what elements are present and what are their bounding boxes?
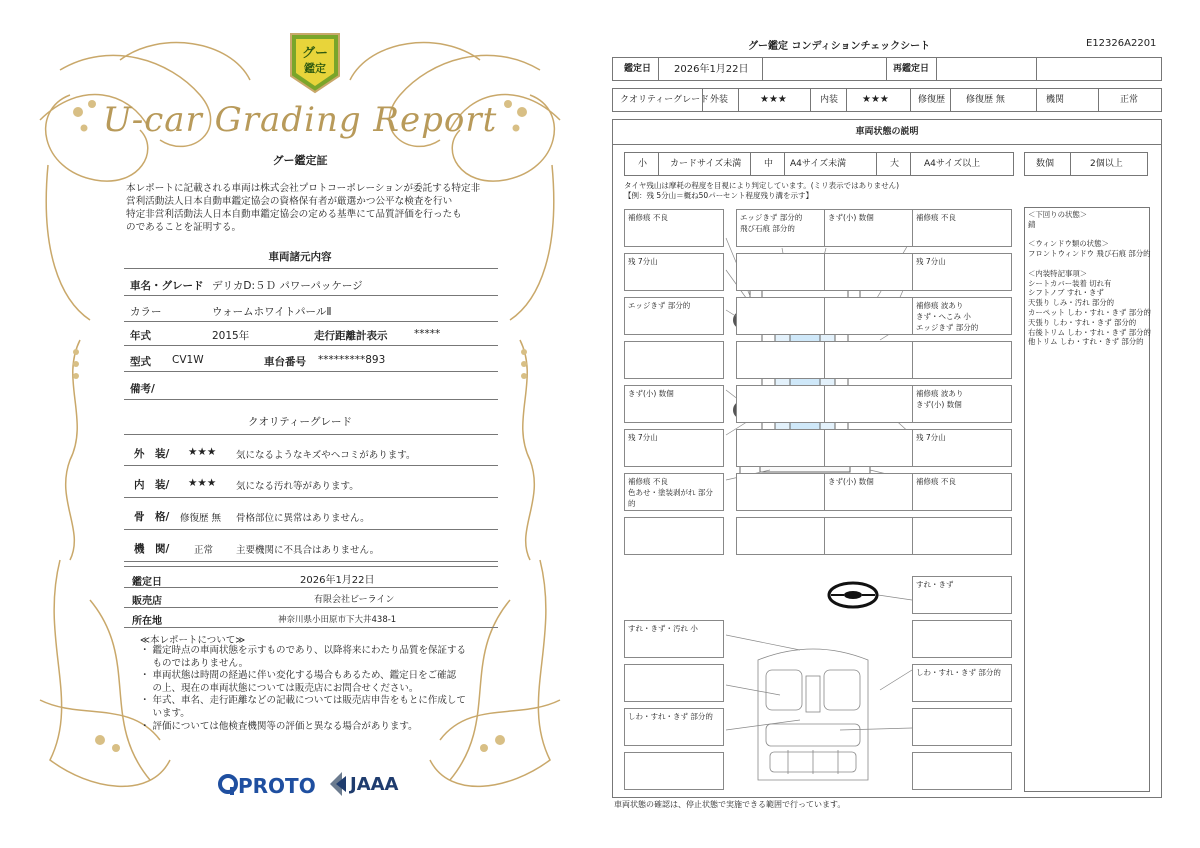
damage-text: 補修痕 不良 bbox=[916, 213, 956, 222]
grade-exterior-value: ★★★ bbox=[760, 94, 787, 105]
interior-damage-box bbox=[912, 708, 1012, 746]
condition-item: カーペット しわ・すれ・きず 部分的 bbox=[1028, 307, 1151, 317]
damage-text: すれ・きず・汚れ 小 bbox=[628, 624, 698, 633]
exterior-damage-box bbox=[824, 341, 924, 379]
damage-text: しわ・すれ・きず 部分的 bbox=[628, 712, 713, 721]
condition-item: 他トリム しわ・すれ・きず 部分的 bbox=[1028, 337, 1144, 347]
damage-text: 補修痕 不良 bbox=[916, 477, 956, 486]
date-label: 鑑定日 bbox=[624, 64, 652, 74]
exterior-damage-box bbox=[912, 253, 1012, 291]
condition-item: ＜ウィンドウ類の状態＞ bbox=[1028, 239, 1109, 249]
section-title: 車両状態の説明 bbox=[855, 127, 919, 137]
proto-logo: PROTO bbox=[218, 772, 318, 798]
exterior-damage-box bbox=[736, 385, 836, 423]
exterior-damage-box bbox=[824, 517, 924, 555]
exterior-damage-box bbox=[736, 429, 836, 467]
exterior-damage-box bbox=[824, 209, 924, 247]
damage-text: 残 7分山 bbox=[628, 257, 658, 266]
exterior-damage-box bbox=[912, 209, 1012, 247]
exterior-damage-box bbox=[912, 385, 1012, 423]
grade-label: クオリティーグレード bbox=[620, 95, 710, 105]
badge-subtext: 鑑定 bbox=[304, 62, 326, 75]
sheet-id: E12326A2201 bbox=[1086, 38, 1157, 49]
certificate-title: グー鑑定証 bbox=[272, 154, 328, 167]
condition-item: ＜内装特記事項＞ bbox=[1028, 268, 1088, 278]
condition-item bbox=[1028, 259, 1148, 269]
interior-damage-box bbox=[912, 664, 1012, 702]
info-row-dealer: 販売店 有限会社ビーライン bbox=[124, 588, 498, 608]
sheet-title: グー鑑定 コンディションチェックシート bbox=[748, 41, 931, 52]
exterior-damage-box bbox=[824, 385, 924, 423]
condition-item: 天張り しみ・汚れ 部分的 bbox=[1028, 298, 1114, 308]
grade-repair-label: 修復歴 bbox=[918, 95, 946, 105]
quality-row-frame: 骨 格/ 修復歴 無 骨格部位に異常はありません。 bbox=[124, 498, 498, 530]
exterior-damage-box bbox=[736, 517, 836, 555]
exterior-damage-box bbox=[912, 341, 1012, 379]
spec-row-name: 車名・グレード デリカD:５Ｄ パワーパッケージ bbox=[124, 268, 498, 296]
quality-row-interior: 内 装/ ★★★ 気になる汚れ等があります。 bbox=[124, 466, 498, 498]
damage-text: 残 7分山 bbox=[916, 257, 946, 266]
grade-interior-value: ★★★ bbox=[862, 94, 889, 105]
condition-item: 天張り しわ・すれ・きず 部分的 bbox=[1028, 317, 1137, 327]
exterior-damage-box bbox=[736, 297, 836, 335]
damage-text: 残 7分山 bbox=[916, 433, 946, 442]
exterior-damage-box bbox=[824, 253, 924, 291]
spec-row-color: カラー ウォームホワイトパールⅡ bbox=[124, 296, 498, 322]
intro-text: 本レポートに記載される車両は株式会社プロトコーポレーションが委託する特定非 営利活動法人日本自動車鑑定協会の資格保有者が厳選かつ公平な検査を行い 特定非営利活動法人日本自動車鑑定協会の定める基準にて品質評価を行ったも のであることを証明する。 bbox=[126, 183, 481, 233]
tire-note: タイヤ残山は摩耗の程度を目視により判定しています。(ミリ表示ではありません) bbox=[624, 181, 900, 190]
quality-row-engine: 機 関/ 正常 主要機関に不具合はありません。 bbox=[124, 530, 498, 562]
exterior-damage-box bbox=[824, 473, 924, 511]
exterior-damage-box bbox=[624, 517, 724, 555]
condition-item: 錆 bbox=[1028, 219, 1036, 229]
exterior-damage-box bbox=[736, 473, 836, 511]
exterior-damage-box bbox=[912, 297, 1012, 335]
interior-damage-box bbox=[624, 664, 724, 702]
damage-text: 残 7分山 bbox=[628, 433, 658, 442]
footer-note: 車両状態の確認は、停止状態で実施できる範囲で行っています。 bbox=[614, 800, 846, 809]
exterior-damage-box bbox=[624, 209, 724, 247]
goo-kantei-badge bbox=[287, 30, 343, 96]
exterior-damage-box bbox=[624, 297, 724, 335]
condition-item: シートカバー装着 切れ有 bbox=[1028, 278, 1112, 288]
exterior-damage-box bbox=[624, 341, 724, 379]
jaaa-logo: JAAA bbox=[328, 770, 408, 798]
reappraisal-label: 再鑑定日 bbox=[893, 64, 930, 74]
damage-text: すれ・きず bbox=[916, 580, 954, 589]
interior-damage-box bbox=[912, 620, 1012, 658]
damage-text: 補修痕 不良 bbox=[628, 477, 668, 486]
damage-text: エッジきず 部分的 bbox=[740, 213, 803, 222]
damage-text: きず(小) 数個 bbox=[628, 389, 674, 398]
grade-repair-value: 修復歴 無 bbox=[966, 95, 1005, 105]
grade-interior-label: 内装 bbox=[820, 95, 839, 105]
exterior-damage-box bbox=[624, 473, 724, 511]
damage-text: きず(小) 数個 bbox=[828, 477, 874, 486]
spec-row-model: 型式 CV1W 車台番号 *********893 bbox=[124, 346, 498, 372]
grade-exterior-label: 外装 bbox=[710, 95, 729, 105]
notes-text: ・ 鑑定時点の車両状態を示すものであり、以降将来にわたり品質を保証する ものではありません。 ・ 車両状態は時間の経過に伴い変化する場合もあるため、鑑定日をご確認 の上、現在の車両状態については販売店にお問合せください。 ・ 年式、車名、走行距離などの記載については販売店申告をもとに作成して います。 ・ 評価については他検査機関等の評価と異なる場合があります。 bbox=[140, 645, 467, 732]
condition-item: ＜下回りの状態＞ bbox=[1028, 210, 1088, 219]
damage-text: きず・へこみ 小 bbox=[916, 312, 971, 321]
quality-title: クオリティーグレード bbox=[248, 416, 352, 428]
exterior-damage-box bbox=[624, 429, 724, 467]
exterior-damage-box bbox=[912, 429, 1012, 467]
exterior-damage-box bbox=[736, 253, 836, 291]
spec-row-remarks: 備考/ bbox=[124, 372, 498, 400]
other-conditions-list bbox=[1028, 210, 1151, 347]
info-row-date: 鑑定日 2026年1月22日 bbox=[124, 566, 498, 588]
interior-damage-box bbox=[912, 576, 1012, 614]
spec-row-year: 年式 2015年 走行距離計表示 ***** bbox=[124, 322, 498, 346]
damage-text: しわ・すれ・きず 部分的 bbox=[916, 668, 1001, 677]
condition-item: フロントウィンドウ 飛び石痕 部分的 bbox=[1028, 249, 1151, 259]
exterior-damage-box bbox=[736, 341, 836, 379]
damage-text: 補修痕 不良 bbox=[628, 213, 668, 222]
quality-row-exterior: 外 装/ ★★★ 気になるようなキズやヘコミがあります。 bbox=[124, 434, 498, 466]
badge-text: グー bbox=[301, 46, 328, 61]
interior-damage-box bbox=[624, 752, 724, 790]
condition-item: シフトノブ すれ・きず bbox=[1028, 288, 1104, 298]
exterior-damage-box bbox=[824, 429, 924, 467]
damage-text: エッジきず 部分的 bbox=[628, 301, 691, 310]
grade-engine-label: 機関 bbox=[1046, 95, 1065, 105]
exterior-damage-box bbox=[824, 297, 924, 335]
tire-note-example: 【例：残 5分山＝概ね50パーセント程度残り溝を示す】 bbox=[624, 191, 814, 200]
interior-damage-box bbox=[912, 752, 1012, 790]
script-title: U-car Grading Report bbox=[102, 100, 498, 140]
damage-text: きず(小) 数個 bbox=[916, 400, 962, 409]
damage-text: エッジきず 部分的 bbox=[916, 323, 979, 332]
exterior-damage-box bbox=[736, 209, 836, 247]
exterior-damage-box bbox=[624, 385, 724, 423]
date-value: 2026年1月22日 bbox=[674, 64, 749, 75]
interior-damage-box bbox=[624, 708, 724, 746]
steering-wheel-icon bbox=[826, 580, 880, 610]
exterior-damage-box bbox=[624, 253, 724, 291]
damage-text: 補修痕 波あり bbox=[916, 301, 964, 310]
condition-item: 右後トリム しわ・すれ・きず 部分的 bbox=[1028, 327, 1151, 337]
interior-damage-box bbox=[624, 620, 724, 658]
specs-title: 車両諸元内容 bbox=[268, 251, 332, 263]
exterior-damage-box bbox=[912, 517, 1012, 555]
damage-text: きず(小) 数個 bbox=[828, 213, 874, 222]
exterior-damage-box bbox=[912, 473, 1012, 511]
condition-check-sheet: グー鑑定 コンディションチェックシート E12326A2201 鑑定日 2026年1月22日 再鑑定日 クオリティーグレード 外装 ★★★ 内装 ★★★ 修復歴 修復歴 無 機関 正常 車両状態の説明 小 カードサイズ未満 中 A4サイズ未満 大 A4サイズ以上 数個 2個以上 タイヤ残山は摩耗の程度を目視により判定しています。(ミリ表示ではありません) 【例：残 5分山＝概ね50パーセント程度残り溝を示す】 ＜下回りの状態＞ 錆 ＜ウィンドウ類の状態＞ フロントウィンドウ 飛び石痕 部分的 ＜内装特記事項＞ シートカバー装着 切れ有 シフトノブ すれ・きず 天張り しみ・汚れ 部分的 カーペット しわ・すれ・きず 部分的 天張り しわ・すれ・きず 部分的 右後トリム しわ・すれ・きず 部分的 他トリム しわ・すれ・きず 部分的 車両状態の確認は、停止状態で実施できる範囲で行っています。 bbox=[600, 0, 1200, 848]
damage-text: 補修痕 波あり bbox=[916, 389, 964, 398]
condition-item bbox=[1028, 230, 1148, 240]
grade-engine-value: 正常 bbox=[1120, 95, 1139, 105]
damage-text: 色あせ・塗装剥がれ 部分的 bbox=[628, 488, 713, 508]
notes-title: ≪本レポートについて≫ bbox=[140, 635, 246, 646]
car-interior-diagram bbox=[748, 640, 878, 790]
damage-text: 飛び石痕 部分的 bbox=[740, 224, 795, 233]
info-row-address: 所在地 神奈川県小田原市下大井438-1 bbox=[124, 608, 498, 628]
